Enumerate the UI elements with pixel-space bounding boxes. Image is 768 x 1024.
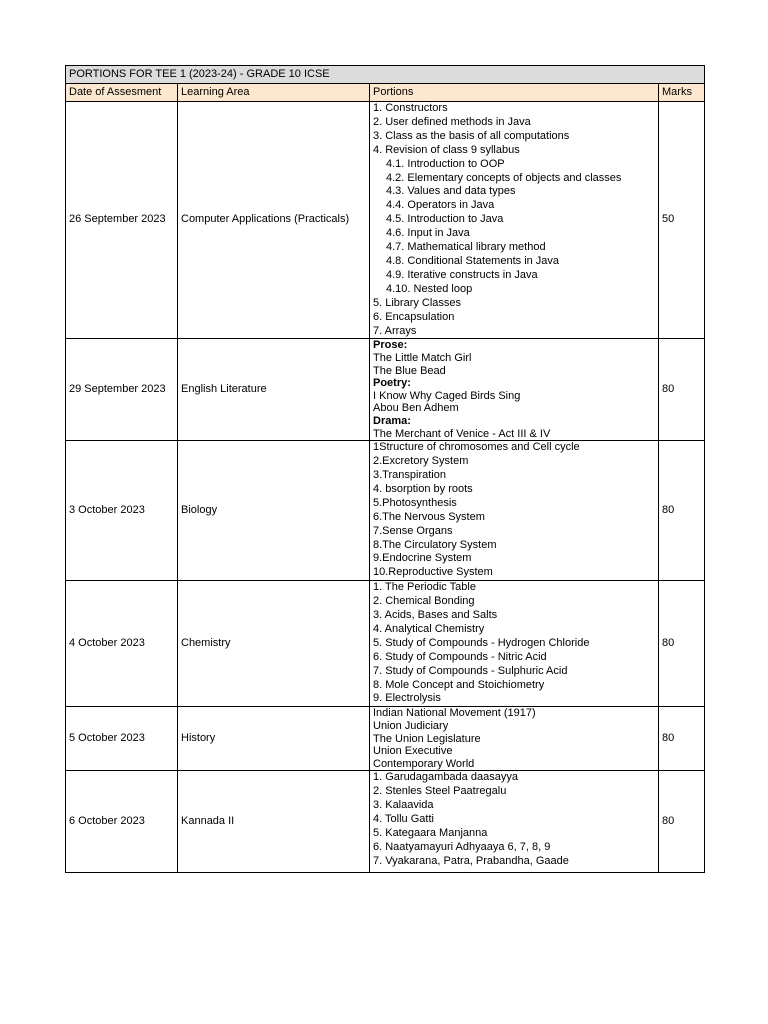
portion-subline: 4.10. Nested loop	[386, 282, 473, 295]
learning-area-cell: Kannada II	[178, 771, 370, 872]
table-title-row	[66, 66, 705, 84]
portion-line: Indian National Movement (1917)	[373, 707, 536, 720]
portion-line: 3. Kalaavida	[373, 799, 434, 812]
portion-line: 5.Photosynthesis	[373, 496, 457, 509]
portion-line: 1Structure of chromosomes and Cell cycle	[373, 441, 580, 454]
portion-subline: 4.5. Introduction to Java	[386, 213, 504, 226]
portion-line: 5. Library Classes	[373, 296, 462, 309]
marks-cell: 50	[659, 102, 705, 339]
portion-line: 7. Arrays	[373, 324, 417, 337]
table-row	[66, 441, 705, 581]
portion-line: 4. Analytical Chemistry	[373, 622, 485, 635]
portion-subline: 4.1. Introduction to OOP	[386, 157, 505, 170]
learning-area-cell: English Literature	[178, 339, 370, 441]
portion-line: 10.Reproductive System	[373, 566, 493, 579]
date-cell: 29 September 2023	[66, 339, 178, 441]
portions-table	[65, 65, 705, 873]
date-cell: 26 September 2023	[66, 102, 178, 339]
marks-cell: 80	[659, 441, 705, 581]
portion-line: 8.The Circulatory System	[373, 538, 497, 551]
table-row	[66, 102, 705, 339]
portions-cell	[370, 441, 659, 581]
portion-line: 6. Study of Compounds - Nitric Acid	[373, 650, 547, 663]
portion-line: 4. Revision of class 9 syllabus	[373, 143, 520, 156]
portion-line: 1. The Periodic Table	[373, 581, 476, 594]
table-row	[66, 581, 705, 707]
portions-cell	[370, 102, 659, 339]
date-cell: 3 October 2023	[66, 441, 178, 581]
portion-subline: 4.8. Conditional Statements in Java	[386, 254, 560, 267]
header-date: Date of Assesment	[66, 84, 178, 102]
section-label-drama: Drama:	[373, 414, 411, 427]
portion-subline: 4.9. Iterative constructs in Java	[386, 268, 538, 281]
portion-line: 7. Study of Compounds - Sulphuric Acid	[373, 664, 568, 677]
marks-cell: 80	[659, 339, 705, 441]
portion-line: Union Judiciary	[373, 719, 449, 732]
marks-cell: 80	[659, 581, 705, 707]
portion-line: I Know Why Caged Birds Sing	[373, 389, 521, 402]
portion-line: 6. Encapsulation	[373, 310, 455, 323]
portion-line: 6. Naatyamayuri Adhyaaya 6, 7, 8, 9	[373, 840, 551, 853]
portion-line: 1. Constructors	[373, 102, 448, 114]
portion-subline: 4.6. Input in Java	[386, 227, 470, 240]
portion-line: 2. Chemical Bonding	[373, 595, 475, 608]
portion-line: 2.Excretory System	[373, 455, 469, 468]
portion-line: 3.Transpiration	[373, 468, 446, 481]
learning-area-cell: Computer Applications (Practicals)	[178, 102, 370, 339]
portion-line: Contemporary World	[373, 757, 475, 770]
portion-line: 2. User defined methods in Java	[373, 115, 531, 128]
portion-subline: 4.7. Mathematical library method	[386, 241, 546, 254]
portion-subline: 4.3. Values and data types	[386, 185, 516, 198]
learning-area-cell: History	[178, 707, 370, 771]
marks-cell: 80	[659, 771, 705, 872]
portion-line: 8. Mole Concept and Stoichiometry	[373, 678, 545, 691]
portion-line: 3. Class as the basis of all computations	[373, 129, 570, 142]
marks-cell: 80	[659, 707, 705, 771]
portion-line: 9.Endocrine System	[373, 552, 472, 565]
portion-line: 4. bsorption by roots	[373, 482, 473, 495]
section-label-prose: Prose:	[373, 339, 408, 352]
portions-cell	[370, 771, 659, 872]
portion-line: The Union Legislature	[373, 732, 481, 745]
section-label-poetry: Poetry:	[373, 377, 411, 390]
table-row	[66, 707, 705, 771]
portion-line: 6.The Nervous System	[373, 510, 485, 523]
table-header-row	[66, 84, 705, 102]
portion-line: The Little Match Girl	[373, 352, 472, 364]
date-cell: 5 October 2023	[66, 707, 178, 771]
portion-line: Abou Ben Adhem	[373, 402, 459, 415]
portion-line: 3. Acids, Bases and Salts	[373, 609, 498, 622]
table-title: PORTIONS FOR TEE 1 (2023-24) - GRADE 10 ICSE	[66, 66, 705, 84]
portions-cell	[370, 581, 659, 707]
portion-line: 5. Kategaara Manjanna	[373, 826, 488, 839]
portion-line: The Merchant of Venice - Act III & IV	[373, 427, 551, 440]
learning-area-cell: Chemistry	[178, 581, 370, 707]
portion-line: 7. Vyakarana, Patra, Prabandha, Gaade	[373, 854, 569, 867]
portions-cell	[370, 339, 659, 441]
portion-line: 5. Study of Compounds - Hydrogen Chloride	[373, 636, 590, 649]
portions-cell	[370, 707, 659, 771]
table-row	[66, 339, 705, 441]
table-row	[66, 771, 705, 872]
portion-line: 2. Stenles Steel Paatregalu	[373, 785, 507, 798]
header-portions: Portions	[370, 84, 659, 102]
portion-subline: 4.2. Elementary concepts of objects and classes	[386, 171, 622, 184]
header-marks: Marks	[659, 84, 705, 102]
portion-line: 9. Electrolysis	[373, 692, 441, 705]
date-cell: 6 October 2023	[66, 771, 178, 872]
portion-subline: 4.4. Operators in Java	[386, 199, 495, 212]
learning-area-cell: Biology	[178, 441, 370, 581]
portion-line: 7.Sense Organs	[373, 524, 453, 537]
portion-line: The Blue Bead	[373, 364, 446, 377]
portion-line: Union Executive	[373, 745, 453, 758]
portion-line: 4. Tollu Gatti	[373, 813, 434, 826]
portion-line: 1. Garudagambada daasayya	[373, 771, 518, 784]
header-learning-area: Learning Area	[178, 84, 370, 102]
date-cell: 4 October 2023	[66, 581, 178, 707]
